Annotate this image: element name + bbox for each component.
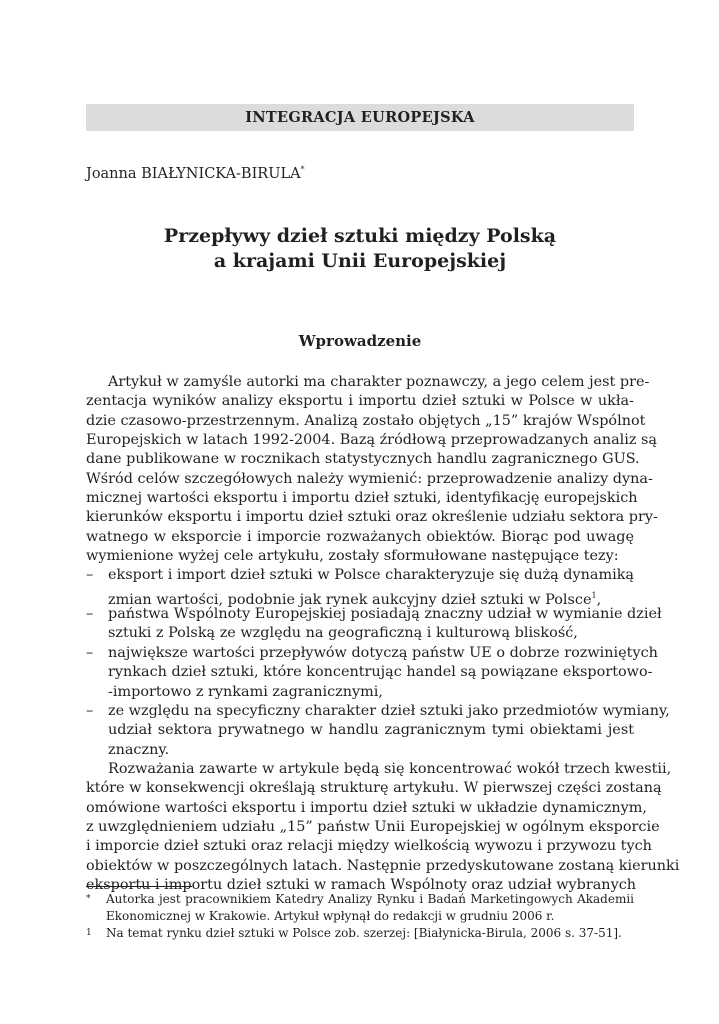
text-line: znaczny. <box>108 741 170 758</box>
bullet-dash: – <box>86 702 94 719</box>
paragraph-structure <box>86 760 680 895</box>
text-line: państwa Wspólnoty Europejskiej posiadają znaczny udział w wymianie dzieł <box>108 606 662 623</box>
text-line: udział sektora prywatnego w handlu zagranicznym tymi obiektami jest <box>108 722 634 739</box>
section-title-bar <box>86 104 634 131</box>
text-line: Rozważania zawarte w artykule będą się koncentrować wokół trzech kwestii, <box>108 760 672 777</box>
text-line: dane publikowane w rocznikach statystycznych handlu zagranicznego GUS. <box>86 451 640 468</box>
footnotes <box>86 891 634 942</box>
text-line: Wśród celów szczegółowych należy wymienić: przeprowadzenie analizy dyna- <box>86 470 653 487</box>
text-line: zentacja wyników analizy eksportu i importu dzieł sztuki w Polsce w ukła- <box>86 393 634 410</box>
list-item <box>86 644 658 702</box>
text-line: największe wartości przepływów dotyczą państw UE o dobrze rozwiniętych <box>108 644 658 661</box>
text-line: sztuki z Polską ze względu na geograficzną i kulturową bliskość, <box>108 625 578 642</box>
bullet-dash: – <box>86 567 94 584</box>
footnote <box>86 891 634 925</box>
section-title: INTEGRACJA EUROPEJSKA <box>245 109 475 126</box>
text-line: eksportu i importu dzieł sztuki w ramach Wspólnoty oraz udział wybranych <box>86 876 637 893</box>
bullet-dash: – <box>86 606 94 623</box>
footnote-separator <box>86 886 192 887</box>
article-title <box>86 224 634 274</box>
footnote-line: Ekonomicznej w Krakowie. Artykuł wpłynął do redakcji w grudniu 2006 r. <box>106 909 555 923</box>
text-line: watnego w eksporcie i imporcie rozważanych obiektów. Biorąc pod uwagę <box>86 528 634 545</box>
text-line: ze względu na specyficzny charakter dzieł sztuki jako przedmiotów wymiany, <box>108 702 670 719</box>
footnote-mark: 1 <box>86 928 92 938</box>
footnote-line: Na temat rynku dzieł sztuki w Polsce zob. szerzej: [Białynicka-Birula, 2006 s. 37-51]. <box>106 926 622 940</box>
footnote-ref: 1 <box>591 590 597 600</box>
list-item <box>86 566 634 608</box>
text-line: -importowo z rynkami zagranicznymi, <box>108 683 383 700</box>
bullet-dash: – <box>86 644 94 661</box>
text-line: zmian wartości, podobnie jak rynek aukcyjny dzieł sztuki w Polsce$^1$, <box>108 590 602 608</box>
text-line: dzie czasowo-przestrzennym. Analizą zostało objętych „15” krajów Wspólnot <box>86 412 646 429</box>
text-line: eksport i import dzieł sztuki w Polsce charakteryzuje się dużą dynamiką <box>108 567 634 584</box>
author-line <box>86 165 305 182</box>
paragraph-intro <box>86 373 658 566</box>
footnote-mark: * <box>86 894 91 904</box>
title-line: Przepływy dzieł sztuki między Polską <box>163 225 557 247</box>
title-line: a krajami Unii Europejskiej <box>213 250 507 272</box>
footnote-line: Autorka jest pracownikiem Katedry Analizy Rynku i Badań Marketingowych Akademii <box>106 892 634 906</box>
text-line: rynkach dzieł sztuki, które koncentrując handel są powiązane eksportowo- <box>108 664 653 681</box>
text-line: Artykuł w zamyśle autorki ma charakter poznawczy, a jego celem jest pre- <box>108 374 650 390</box>
section-heading: Wprowadzenie <box>298 332 422 350</box>
text-line: omówione wartości eksportu i importu dzieł sztuki w układzie dynamicznym, <box>86 799 647 816</box>
text-line: wymienione wyżej cele artykułu, zostały sformułowane następujące tezy: <box>86 548 619 565</box>
text-line: i imporcie dzieł sztuki oraz relacji między wielkością wywozu i przywozu tych <box>86 838 652 855</box>
list-item <box>86 702 670 760</box>
text-line: kierunków eksportu i importu dzieł sztuki oraz określenie udziału sektora pry- <box>86 509 658 526</box>
footnote <box>86 925 634 942</box>
text-line: obiektów w poszczególnych latach. Następnie przedyskutowane zostaną kierunki <box>86 857 680 874</box>
author-last-name: BIAŁYNICKA-BIRULA <box>141 165 301 182</box>
text-line: które w konsekwencji określają strukturę artykułu. W pierwszej części zostaną <box>86 780 662 797</box>
body-text <box>86 373 680 895</box>
text-line: z uwzględnieniem udziału „15” państw Unii Europejskiej w ogólnym eksporcie <box>86 818 660 835</box>
author-first-name: Joanna <box>86 165 137 182</box>
text-line: Europejskich w latach 1992-2004. Bazą źródłową przeprowadzanych analiz są <box>86 432 658 449</box>
text-line: micznej wartości eksportu i importu dzieł sztuki, identyfikację europejskich <box>86 490 638 507</box>
author-footnote-mark: * <box>300 165 305 174</box>
list-item <box>86 605 662 644</box>
